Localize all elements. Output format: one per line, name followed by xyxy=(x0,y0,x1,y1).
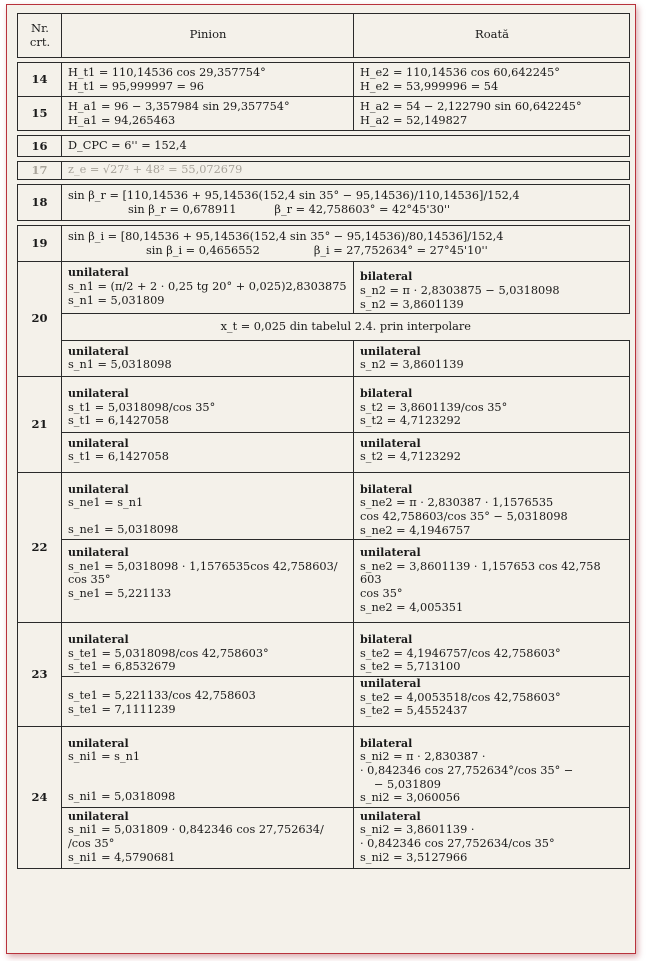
formula-line: s_te2 = 5,713100 xyxy=(360,660,461,674)
table-row-23-b xyxy=(18,677,630,727)
roata-cell xyxy=(354,97,630,131)
formula-line: sin β_i = 0,4656552 xyxy=(146,243,260,257)
formula-line: s_ne1 = s_n1 xyxy=(68,496,144,510)
formula-line: s_ni2 = 3,5127966 xyxy=(360,850,468,864)
roata-cell xyxy=(354,726,630,807)
formula-line: s_te2 = 4,0053518/cos 42,758603° xyxy=(360,690,561,704)
tolerance-type: unilateral xyxy=(360,344,421,358)
formula-line: H_a2 = 54 − 2,122790 sin 60,642245° xyxy=(360,100,582,114)
roata-cell xyxy=(354,807,630,868)
table-row-23 xyxy=(18,623,630,677)
formula-line: s_n2 = 3,8601139 xyxy=(360,297,464,311)
formula-line: s_n2 = 3,8601139 xyxy=(360,358,464,372)
pinion-cell xyxy=(62,472,354,539)
formula-line: s_ni2 = 3,060056 xyxy=(360,791,461,805)
formula-line: β_r = 42,758603° = 42°45'30'' xyxy=(274,202,451,216)
roata-cell xyxy=(354,262,630,314)
formula-line: cos 35° xyxy=(360,587,403,601)
tolerance-type: unilateral xyxy=(68,633,129,647)
pinion-cell xyxy=(62,807,354,868)
tolerance-type: unilateral xyxy=(68,266,129,280)
row-number: 15 xyxy=(18,97,62,131)
formula-line: s_n2 = π · 2,8303875 − 5,0318098 xyxy=(360,283,560,297)
interpolation-note: x_t = 0,025 din tabelul 2.4. prin interpolare xyxy=(220,320,471,334)
table-row-18 xyxy=(18,184,630,220)
pinion-cell xyxy=(62,340,354,376)
tolerance-type: unilateral xyxy=(68,344,129,358)
formula-line: s_ne1 = 5,221133 xyxy=(68,587,172,601)
formula-line: s_te2 = 4,1946757/cos 42,758603° xyxy=(360,646,561,660)
pinion-cell xyxy=(62,432,354,472)
formula-line: cos 42,758603/cos 35° − 5,0318098 xyxy=(360,510,568,524)
formula-cell xyxy=(62,226,630,262)
formula-line: s_ni1 = 4,5790681 xyxy=(68,850,176,864)
formula-line: s_t1 = 5,0318098/cos 35° xyxy=(68,400,216,414)
formula-line: H_e2 = 110,14536 cos 60,642245° xyxy=(360,66,560,79)
formula-line: s_ne2 = π · 2,830387 · 1,1576535 xyxy=(360,496,554,510)
table-row-15 xyxy=(18,97,630,131)
formula-line: s_ni1 = s_n1 xyxy=(68,750,141,764)
header-pinion: Pinion xyxy=(62,14,354,58)
tolerance-type: unilateral xyxy=(360,677,421,690)
header-roata: Roată xyxy=(354,14,630,58)
formula-line: s_ni1 = 5,031809 · 0,842346 cos 27,752634/ xyxy=(68,823,324,837)
formula-line: H_e2 = 53,999996 = 54 xyxy=(360,79,499,93)
roata-cell xyxy=(354,472,630,539)
formula-line: H_a2 = 52,149827 xyxy=(360,113,468,127)
table-row-19 xyxy=(18,226,630,262)
header-nr-line1: Nr. xyxy=(31,21,49,35)
tolerance-type: unilateral xyxy=(360,546,421,560)
table-row-24 xyxy=(18,726,630,807)
table-row-16 xyxy=(18,136,630,157)
tolerance-type: unilateral xyxy=(68,546,129,560)
formula-line: s_te1 = 5,221133/cos 42,758603 xyxy=(68,689,256,702)
table-row-21 xyxy=(18,376,630,432)
formula-line: s_n1 = 5,031809 xyxy=(68,293,165,307)
table-row-22 xyxy=(18,472,630,539)
formula-line: s_t1 = 6,1427058 xyxy=(68,414,169,428)
row-number: 24 xyxy=(18,726,62,868)
pinion-cell xyxy=(62,376,354,432)
formula-line: sin β_r = [110,14536 + 95,14536(152,4 sin 35° − 95,14536)/110,14536]/152,4 xyxy=(68,188,520,202)
formula-line: /cos 35° xyxy=(68,836,115,850)
formula-line: s_ne1 = 5,0318098 xyxy=(68,523,179,537)
formula-cell xyxy=(62,184,630,220)
pinion-cell xyxy=(62,262,354,314)
table-header xyxy=(18,14,630,58)
formula-cell: D_CPC = 6'' = 152,4 xyxy=(62,136,630,157)
formula-line: H_a1 = 96 − 3,357984 sin 29,357754° xyxy=(68,100,290,114)
header-nr xyxy=(18,14,62,58)
calculation-table xyxy=(17,13,630,869)
roata-cell xyxy=(354,432,630,472)
tolerance-type: bilateral xyxy=(360,270,413,284)
formula-line: · 0,842346 cos 27,752634°/cos 35° − xyxy=(360,763,574,777)
tolerance-type: bilateral xyxy=(360,736,413,750)
row-number: 23 xyxy=(18,623,62,727)
formula-line: sin β_i = [80,14536 + 95,14536(152,4 sin 35° − 95,14536)/80,14536]/152,4 xyxy=(68,230,504,244)
formula-line: s_t2 = 4,7123292 xyxy=(360,450,461,464)
formula-line: s_te1 = 5,0318098/cos 42,758603° xyxy=(68,646,269,660)
roata-cell xyxy=(354,376,630,432)
tolerance-type: bilateral xyxy=(360,386,413,400)
row-number: 22 xyxy=(18,472,62,622)
table-row-20-note xyxy=(18,314,630,341)
pinion-cell xyxy=(62,97,354,131)
tolerance-type: bilateral xyxy=(360,633,413,647)
formula-line: · 0,842346 cos 27,752634/cos 35° xyxy=(360,836,555,850)
formula-line: H_a1 = 94,265463 xyxy=(68,113,176,127)
formula-line: s_ni2 = π · 2,830387 · xyxy=(360,750,486,764)
table-row-14 xyxy=(18,63,630,97)
formula-line: s_ne2 = 3,8601139 · 1,157653 cos 42,758 603 xyxy=(360,559,601,587)
roata-cell xyxy=(354,677,630,727)
formula-line: s_ne2 = 4,005351 xyxy=(360,600,464,614)
formula-line: s_n1 = (π/2 + 2 · 0,25 tg 20° + 0,025)2,8303875 xyxy=(68,279,347,293)
table-row-24-b xyxy=(18,807,630,868)
table-row-20 xyxy=(18,262,630,314)
header-nr-line2: crt. xyxy=(29,35,51,49)
row-number: 17 xyxy=(18,162,62,180)
formula-line: s_te1 = 7,1111239 xyxy=(68,702,176,716)
pinion-cell xyxy=(62,726,354,807)
row-number: 18 xyxy=(18,184,62,220)
formula-line: H_t1 = 110,14536 cos 29,357754° xyxy=(68,66,266,79)
row-number: 16 xyxy=(18,136,62,157)
formula-line: cos 35° xyxy=(68,573,111,587)
tolerance-type: unilateral xyxy=(68,436,129,450)
table-row-20-b xyxy=(18,340,630,376)
roata-cell xyxy=(354,63,630,97)
tolerance-type: unilateral xyxy=(360,809,421,823)
tolerance-type: bilateral xyxy=(360,482,413,496)
row-number: 21 xyxy=(18,376,62,472)
tolerance-type: unilateral xyxy=(68,386,129,400)
formula-line: s_ne1 = 5,0318098 · 1,1576535cos 42,758603/ xyxy=(68,559,338,573)
table-row-22-b xyxy=(18,540,630,623)
formula-line: s_ne2 = 4,1946757 xyxy=(360,523,471,537)
tolerance-type: unilateral xyxy=(360,436,421,450)
formula-line: s_t2 = 3,8601139/cos 35° xyxy=(360,400,508,414)
tolerance-type: unilateral xyxy=(68,736,129,750)
document-frame xyxy=(6,4,636,954)
pinion-cell xyxy=(62,623,354,677)
pinion-cell xyxy=(62,63,354,97)
formula-line: s_te2 = 5,4552437 xyxy=(360,704,468,718)
row-number: 19 xyxy=(18,226,62,262)
formula-line: β_i = 27,752634° = 27°45'10'' xyxy=(313,243,488,257)
tolerance-type: unilateral xyxy=(68,482,129,496)
formula-line: s_n1 = 5,0318098 xyxy=(68,358,172,372)
roata-cell xyxy=(354,340,630,376)
formula-line: s_t2 = 4,7123292 xyxy=(360,414,461,428)
pinion-cell xyxy=(62,540,354,623)
formula-line: s_ni1 = 5,0318098 xyxy=(68,789,176,803)
table-row-17 xyxy=(18,162,630,180)
formula-line: sin β_r = 0,678911 xyxy=(128,202,237,216)
formula-line: s_te1 = 6,8532679 xyxy=(68,660,176,674)
formula-line: H_t1 = 95,999997 = 96 xyxy=(68,79,204,93)
roata-cell xyxy=(354,623,630,677)
pinion-cell xyxy=(62,677,354,727)
formula-line: s_ni2 = 3,8601139 · xyxy=(360,823,475,837)
table-row-21-b xyxy=(18,432,630,472)
formula-line: − 5,031809 xyxy=(374,777,441,791)
table-page xyxy=(17,13,629,947)
row-number: 20 xyxy=(18,262,62,377)
tolerance-type: unilateral xyxy=(68,809,129,823)
formula-cell: z_e = √27² + 48² = 55,072679 xyxy=(62,162,630,180)
formula-line: s_t1 = 6,1427058 xyxy=(68,450,169,464)
roata-cell xyxy=(354,540,630,623)
row-number: 14 xyxy=(18,63,62,97)
